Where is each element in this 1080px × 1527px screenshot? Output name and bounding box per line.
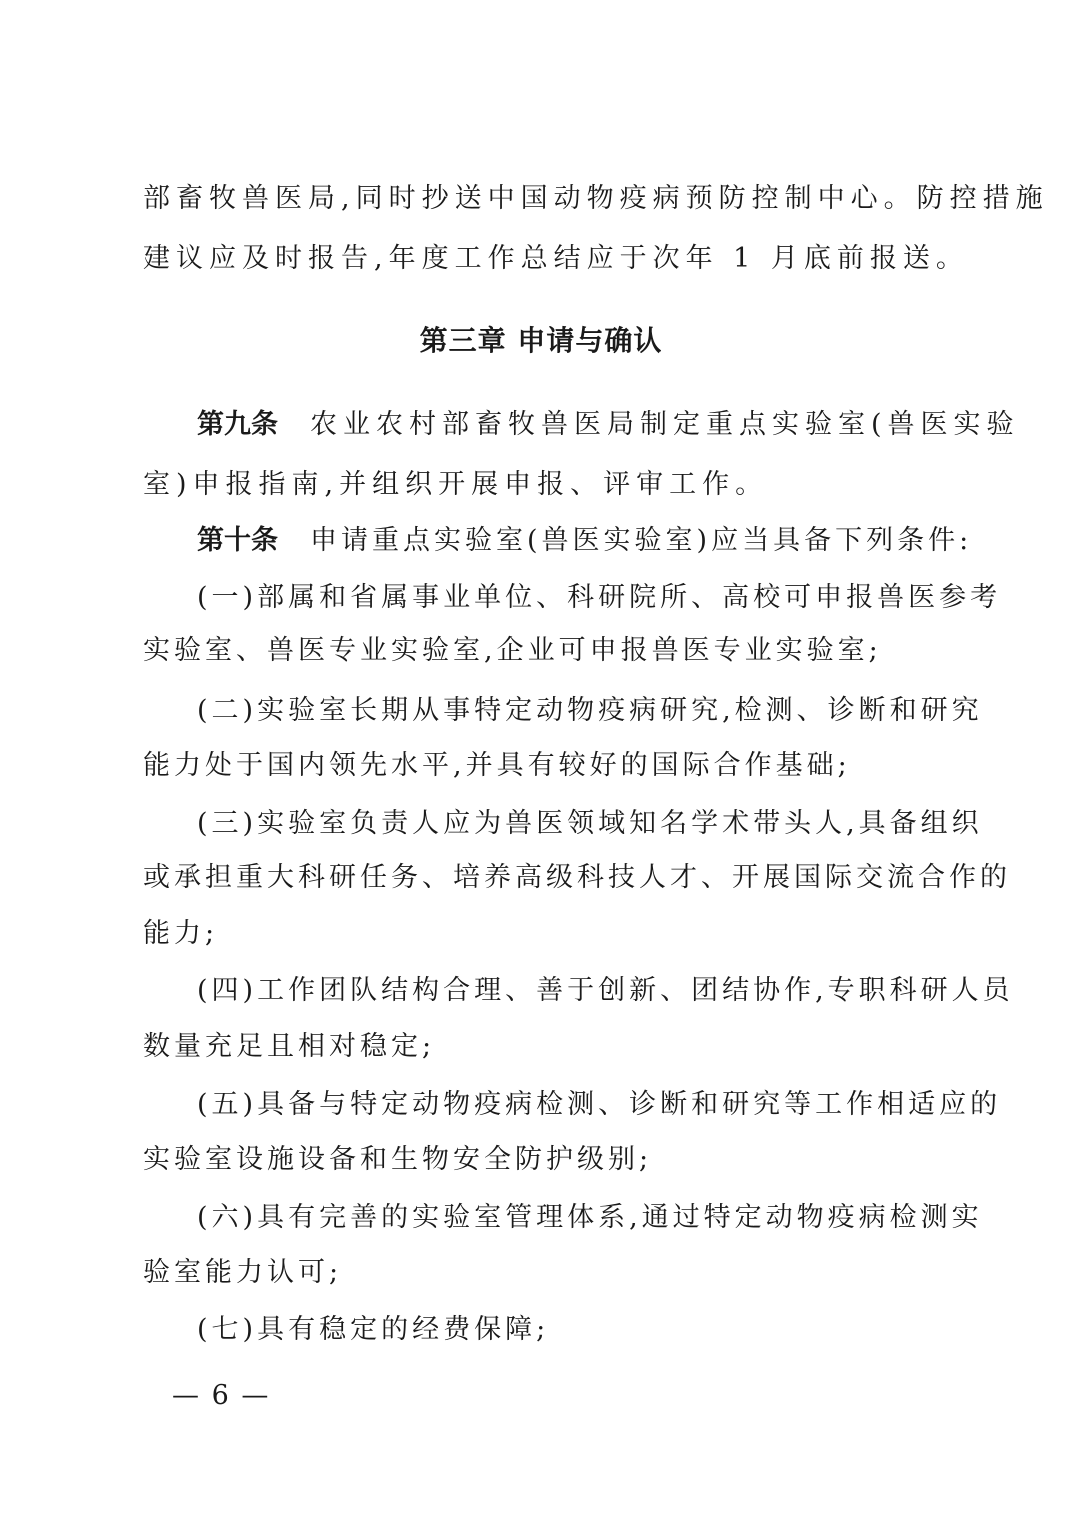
text-line: 部畜牧兽医局,同时抄送中国动物疫病预防控制中心。防控措施: [143, 183, 1049, 214]
list-item-5: (五)具备与特定动物疫病检测、诊断和研究等工作相适应的: [197, 1089, 1002, 1120]
article-9-label: 第九条: [197, 409, 278, 440]
page-number: — 6 —: [172, 1380, 271, 1411]
list-item-2: (二)实验室长期从事特定动物疫病研究,检测、诊断和研究: [197, 695, 983, 726]
text-line: 数量充足且相对稳定;: [143, 1031, 436, 1062]
article-9-line: [197, 397, 1020, 453]
text-line: 建议应及时报告,年度工作总结应于次年 1 月底前报送。: [143, 243, 969, 274]
list-item-4: (四)工作团队结构合理、善于创新、团结协作,专职科研人员: [197, 975, 1014, 1006]
list-item-1: (一)部属和省属事业单位、科研院所、高校可申报兽医参考: [197, 582, 1002, 613]
text-line: 实验室设施设备和生物安全防护级别;: [143, 1144, 653, 1175]
text-line: 验室能力认可;: [143, 1257, 343, 1288]
text-line: 能力;: [143, 918, 219, 949]
chapter-heading: 第三章 申请与确认: [419, 324, 663, 357]
list-item-7: (七)具有稳定的经费保障;: [197, 1314, 550, 1345]
list-item-6: (六)具有完善的实验室管理体系,通过特定动物疫病检测实: [197, 1202, 983, 1233]
text-line: 能力处于国内领先水平,并具有较好的国际合作基础;: [143, 750, 851, 781]
text-line: 室)申报指南,并组织开展申报、评审工作。: [143, 469, 769, 500]
list-item-3: (三)实验室负责人应为兽医领域知名学术带头人,具备组织: [197, 808, 983, 839]
article-10-text: 申请重点实验室(兽医实验室)应当具备下列条件:: [310, 525, 973, 556]
article-9-text: 农业农村部畜牧兽医局制定重点实验室(兽医实验: [310, 409, 1020, 440]
article-10-line: [197, 513, 973, 569]
article-10-label: 第十条: [197, 525, 278, 556]
text-line: 或承担重大科研任务、培养高级科技人才、开展国际交流合作的: [143, 862, 1011, 893]
text-line: 实验室、兽医专业实验室,企业可申报兽医专业实验室;: [143, 635, 882, 666]
